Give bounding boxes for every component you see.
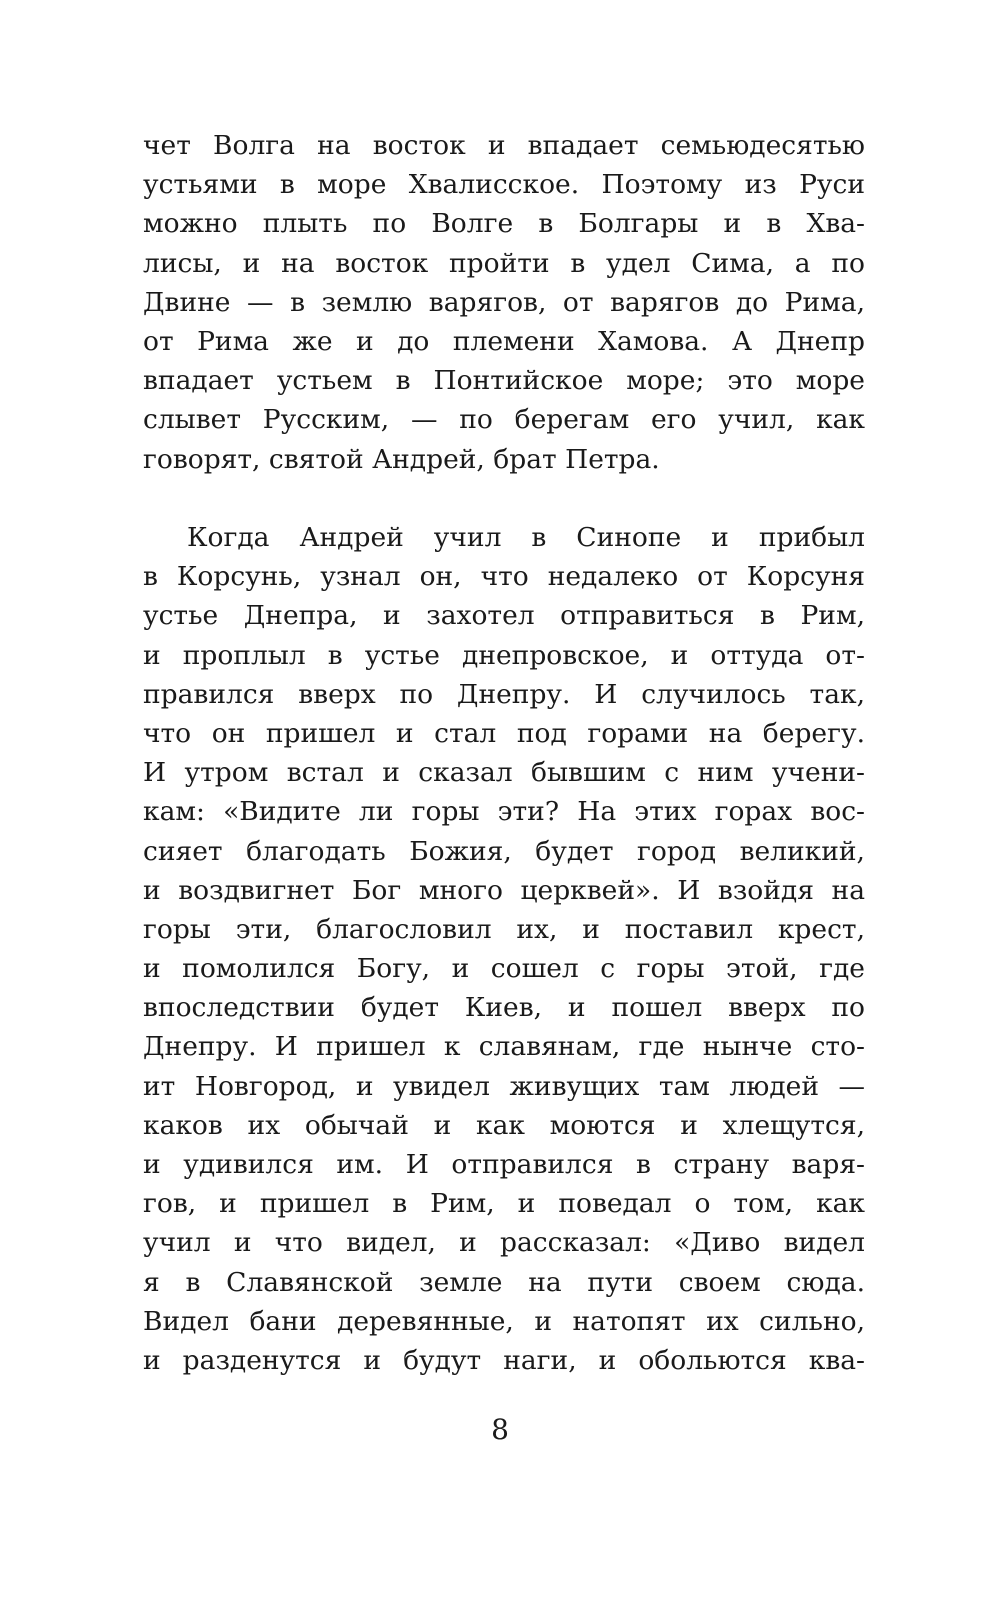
text-line: от Рима же и до племени Хамова. А Днепр bbox=[143, 325, 865, 357]
text-line: сияет благодать Божия, будет город великий, bbox=[143, 835, 865, 867]
text-line: учил и что видел, и рассказал: «Диво видел bbox=[143, 1227, 865, 1259]
text-line: лисы, и на восток пройти в удел Сима, а по bbox=[143, 247, 865, 279]
text-line: каков их обычай и как моются и хлещутся, bbox=[143, 1109, 865, 1141]
text-line: кам: «Видите ли горы эти? На этих горах вос- bbox=[143, 796, 865, 828]
text-line: гов, и пришел в Рим, и поведал о том, как bbox=[143, 1188, 865, 1220]
text-line: что он пришел и стал под горами на берегу. bbox=[143, 717, 865, 749]
text-line: впоследствии будет Киев, и пошел вверх по bbox=[143, 992, 865, 1024]
text-line: Когда Андрей учил в Синопе и прибыл bbox=[187, 522, 865, 553]
text-line: ит Новгород, и увидел живущих там людей — bbox=[143, 1070, 865, 1102]
text-line: Днепру. И пришел к славянам, где нынче сто- bbox=[143, 1031, 865, 1063]
text-line: я в Славянской земле на пути своем сюда. bbox=[143, 1266, 865, 1298]
text-line: устье Днепра, и захотел отправиться в Рим, bbox=[143, 600, 865, 632]
text-line: и разденутся и будут наги, и обольются ква- bbox=[143, 1344, 865, 1376]
text-line: Двине — в землю варягов, от варягов до Рима, bbox=[143, 286, 865, 318]
text-line: и воздвигнет Бог много церквей». И взойдя на bbox=[143, 874, 865, 906]
text-line: и помолился Богу, и сошел с горы этой, где bbox=[143, 953, 865, 985]
text-line: и проплыл в устье днепровское, и оттуда от- bbox=[143, 639, 865, 671]
text-line: в Корсунь, узнал он, что недалеко от Корсуня bbox=[143, 561, 865, 593]
text-line: И утром встал и сказал бывшим с ним учени- bbox=[143, 757, 865, 789]
page-number: 8 bbox=[491, 1413, 509, 1446]
text-line: чет Волга на восток и впадает семьюдесятью bbox=[143, 130, 865, 161]
text-line: Видел бани деревянные, и натопят их сильно, bbox=[143, 1305, 865, 1337]
text-line: устьями в море Хвалисское. Поэтому из Руси bbox=[143, 169, 865, 201]
paragraph-2 bbox=[143, 518, 865, 1380]
text-line: правился вверх по Днепру. И случилось так, bbox=[143, 678, 865, 710]
text-line: можно плыть по Волге в Болгары и в Хва- bbox=[143, 208, 865, 240]
text-line: горы эти, благословил их, и поставил крест, bbox=[143, 913, 865, 945]
text-line: говорят, святой Андрей, брат Петра. bbox=[143, 443, 660, 475]
text-line: впадает устьем в Понтийское море; это море bbox=[143, 365, 865, 397]
paragraph-1 bbox=[143, 126, 865, 479]
text-line: слывет Русским, — по берегам его учил, как bbox=[143, 404, 865, 436]
text-line: и удивился им. И отправился в страну варя- bbox=[143, 1149, 865, 1180]
